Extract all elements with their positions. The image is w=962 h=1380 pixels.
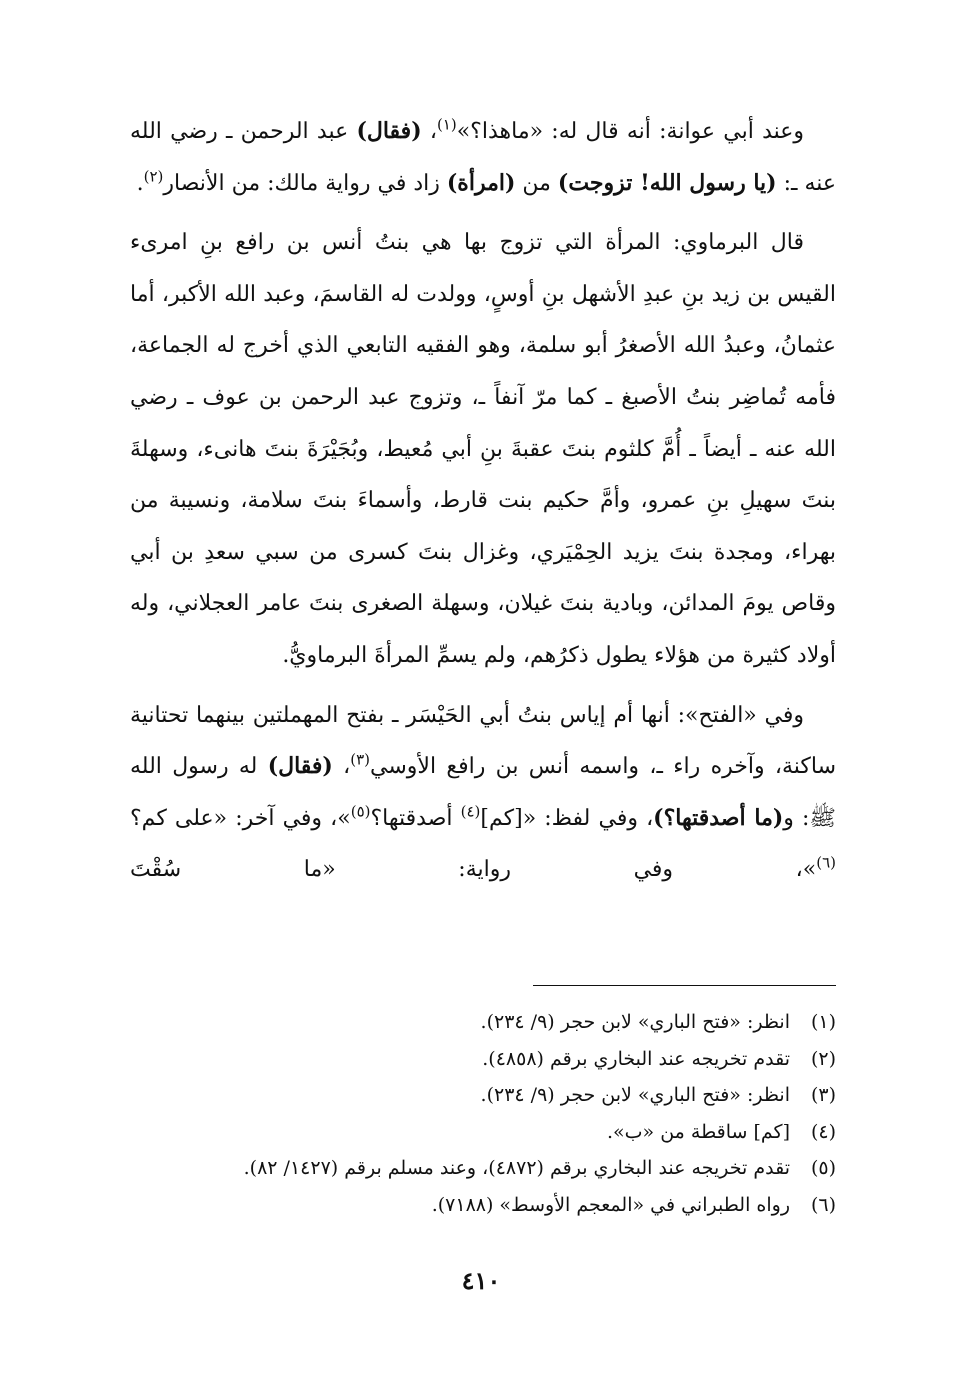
text-run: أصدقتها؟ bbox=[370, 805, 461, 831]
footnote bbox=[130, 1187, 836, 1224]
quoted-hadith-text: (ما أصدقتها؟) bbox=[653, 804, 784, 831]
page-number: ٤١٠ bbox=[461, 1266, 501, 1295]
paragraph bbox=[130, 106, 836, 209]
text-run: »، وفي رواية: «ما سُقْتَ bbox=[130, 857, 817, 883]
quoted-hadith-text: (يا رسول الله! تزوجت) bbox=[557, 169, 777, 196]
text-run: من bbox=[515, 170, 558, 196]
paragraph bbox=[130, 690, 836, 896]
paragraph bbox=[130, 217, 836, 681]
quoted-hadith-text: (فقال) bbox=[356, 118, 422, 144]
text-run: »، وفي آخر: «على كم؟ bbox=[130, 805, 351, 831]
footnote-number: (٦) bbox=[810, 1193, 836, 1216]
footnote-ref: (٢) bbox=[143, 167, 164, 186]
text-run: . bbox=[136, 170, 144, 196]
footnote bbox=[130, 1004, 836, 1041]
text-run: وفي «الفتح»: أنها أم إياس بنتُ أبي الحَيْسَر ـ بفتح المهملتين بينهما تحتانية ساكنة، وآخره راء ـ، واسمه أنس بن رافع الأوسي bbox=[130, 702, 837, 780]
quoted-hadith-text: (فقال) bbox=[267, 753, 333, 780]
footnote-number: (٤) bbox=[810, 1120, 836, 1143]
footnote-ref: (٦) bbox=[816, 853, 836, 872]
text-run: له رسول الله ﷺ: و bbox=[130, 754, 836, 831]
footnote bbox=[130, 1150, 836, 1187]
footnotes bbox=[130, 1004, 836, 1223]
footnote-ref: (٥) bbox=[350, 802, 371, 821]
text-run: ، bbox=[421, 119, 437, 144]
footnote-number: (١) bbox=[810, 1011, 836, 1033]
footnote-ref: (٤) bbox=[460, 802, 481, 821]
text-run: عبد الرحمن ـ رضي الله عنه ـ: bbox=[130, 119, 836, 196]
footnote bbox=[130, 1114, 836, 1151]
footnote-ref: (٣) bbox=[350, 750, 371, 769]
footnote-text: انظر: «فتح الباري» لابن حجر (٩/ ٢٣٤). bbox=[480, 1084, 790, 1106]
footnote-number: (٥) bbox=[810, 1157, 836, 1179]
footnote-number: (٣) bbox=[810, 1084, 836, 1106]
text-run: قال البرماوي: المرأة التي تزوج بها هي بنتُ أنس بن رافع بنِ امرىء القيس بن زيد بنِ عبدِ الأشهل بنِ أوسٍ، وولدت له القاسمَ، وعبد الله الأكبر، أما عثمانُ، وعبدُ الله الأصغرُ أبو سلمة، وهو الفقيه التابعي الذي أخرج له الجماعة، فأمه تُماضِر بنتُ الأصبغ ـ كما مرّ آنفاً ـ، وتزوج عبد الرحمن بن عوف ـ رضي الله عنه ـ أيضاً ـ أُمَّ كلثوم بنتَ عقبةَ بنِ أبي مُعيط، وبُجَيْرَةَ بنتَ هانىء، وسهلةَ بنتَ سهيلِ بنِ عمرو، وأمَّ حكيم بنت قارط، وأسماءَ بنتَ سلامة، ونسيبة من بهراء، ومجدة بنتَ يزيد الحِمْيَري، وغزال بنتَ كسرى من سبي سعدِ بن أبي وقاص يومَ المدائن، وبادية بنتَ غيلان، وسهلة الصغرى بنتَ عامر العجلاني، وله أولاد كثيرة من هؤلاء يطول ذكرُهم، ولم يسمِّ المرأةَ البرماويُّ. bbox=[130, 230, 836, 668]
text-run: زاد في رواية مالك: من الأنصار bbox=[163, 170, 447, 196]
text-run: ، bbox=[332, 754, 351, 780]
quoted-hadith-text: (امرأة) bbox=[446, 169, 516, 196]
footnote-text: انظر: «فتح الباري» لابن حجر (٩/ ٢٣٤). bbox=[480, 1011, 790, 1033]
footnote-text: تقدم تخريجه عند البخاري برقم (٤٨٥٨). bbox=[482, 1047, 790, 1070]
footnote-text: [كم] ساقطة من «ب». bbox=[606, 1120, 790, 1143]
footnote-number: (٢) bbox=[810, 1047, 836, 1070]
footnote-separator bbox=[533, 985, 836, 986]
footnote-ref: (١) bbox=[436, 115, 457, 134]
footnote bbox=[130, 1041, 836, 1078]
text-run: وعند أبي عوانة: أنه قال له: «ماهذا؟» bbox=[456, 119, 805, 144]
footnote-text: تقدم تخريجه عند البخاري برقم (٤٨٧٢)، وعند مسلم برقم (١٤٢٧/ ٨٢). bbox=[243, 1157, 790, 1179]
footnote-text: رواه الطبراني في «المعجم الأوسط» (٧١٨٨). bbox=[431, 1193, 790, 1216]
text-run: ، وفي لفظ: «[كم] bbox=[480, 805, 654, 831]
footnote bbox=[130, 1077, 836, 1114]
main-text bbox=[130, 106, 836, 904]
